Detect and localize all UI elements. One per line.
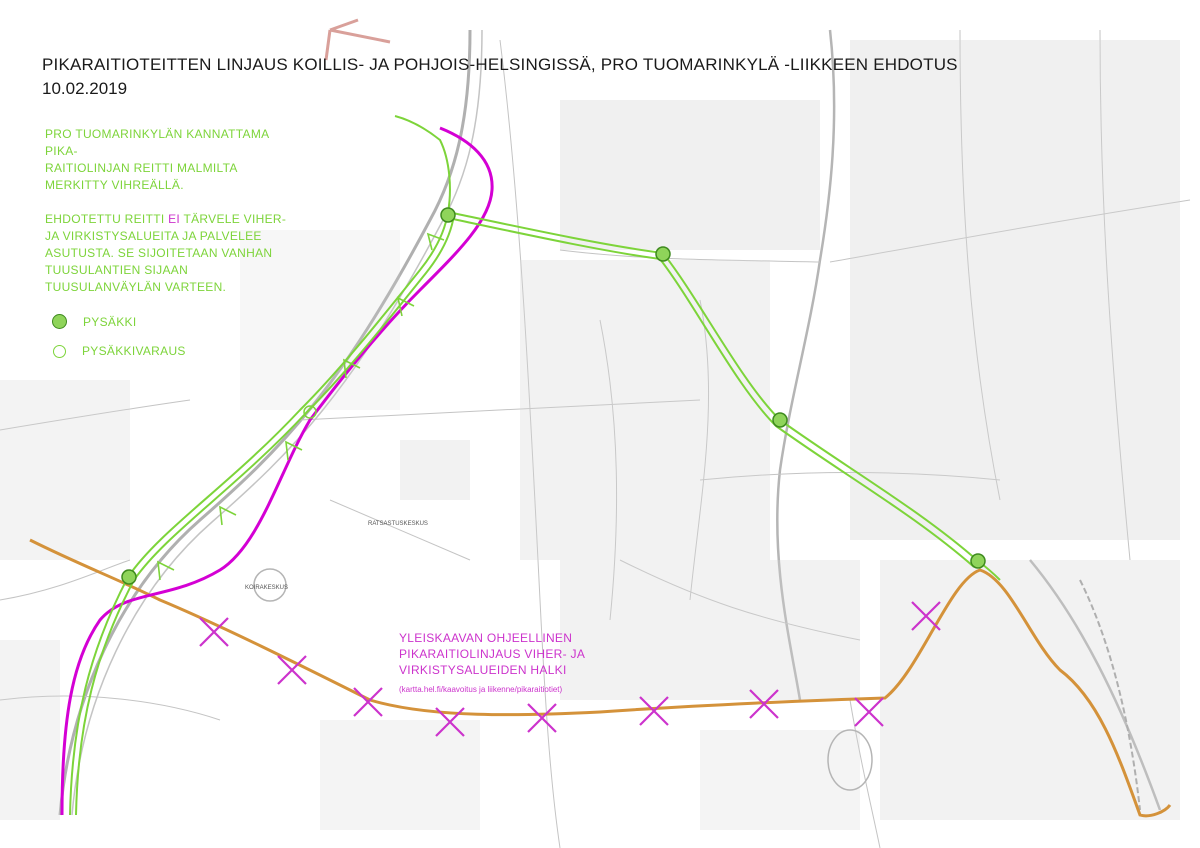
green-route-note: [45, 126, 315, 194]
stop-marker: [773, 413, 787, 427]
master-plan-source: (kartta.hel.fi/kaavoitus ja liikenne/pikaraitiotiet): [399, 685, 563, 694]
stop-reserve-legend-icon: [53, 345, 66, 358]
map-title: PIKARAITIOTEITTEN LINJAUS KOILLIS- JA POHJOIS-HELSINGISSÄ, PRO TUOMARINKYLÄ -LIIKKEEN EHDOTUS: [42, 55, 958, 74]
place-label-ratsastuskeskus: RATSASTUSKESKUS: [368, 521, 428, 527]
master-plan-line: VIRKISTYSALUEIDEN HALKI: [399, 663, 567, 677]
stop-legend-icon: [52, 314, 67, 329]
legend-stop-reserve: [53, 344, 186, 358]
proposal-note-line: ASUTUSTA. SE SIJOITETAAN VANHAN: [45, 246, 273, 260]
stop-marker: [122, 570, 136, 584]
stop-marker: [441, 208, 455, 222]
stop-marker: [971, 554, 985, 568]
green-note-line: RAITIOLINJAN REITTI MALMILTA: [45, 161, 238, 175]
green-note-line: MERKITTY VIHREÄLLÄ.: [45, 178, 184, 192]
place-label-koirakeskus: KOIRAKESKUS: [245, 585, 289, 591]
north-arrow-icon: [326, 20, 390, 60]
proposal-note: [45, 211, 335, 296]
master-plan-note: [399, 630, 639, 678]
legend-stop-reserve-label: PYSÄKKIVARAUS: [82, 344, 186, 358]
proposal-emphasis: EI: [168, 212, 181, 226]
proposal-note-line: [45, 211, 335, 228]
legend-stop: [52, 314, 136, 329]
stop-marker: [656, 247, 670, 261]
proposal-note-line: TUUSULANTIEN SIJAAN: [45, 263, 189, 277]
proposal-note-line: TUUSULANVÄYLÄN VARTEEN.: [45, 280, 227, 294]
legend-stop-label: PYSÄKKI: [83, 314, 137, 329]
proposal-part: TÄRVELE VIHER-: [180, 212, 287, 226]
proposal-note-line: JA VIRKISTYSALUEITA JA PALVELEE: [45, 229, 262, 243]
green-note-line: PRO TUOMARINKYLÄN KANNATTAMA: [45, 127, 270, 141]
master-plan-line: PIKARAITIOLINJAUS VIHER- JA: [399, 647, 586, 661]
green-note-line: PIKA-: [45, 144, 78, 158]
proposal-part: EHDOTETTU REITTI: [45, 212, 169, 226]
map-date: 10.02.2019: [42, 79, 128, 98]
master-plan-line: YLEISKAAVAN OHJEELLINEN: [399, 631, 573, 645]
